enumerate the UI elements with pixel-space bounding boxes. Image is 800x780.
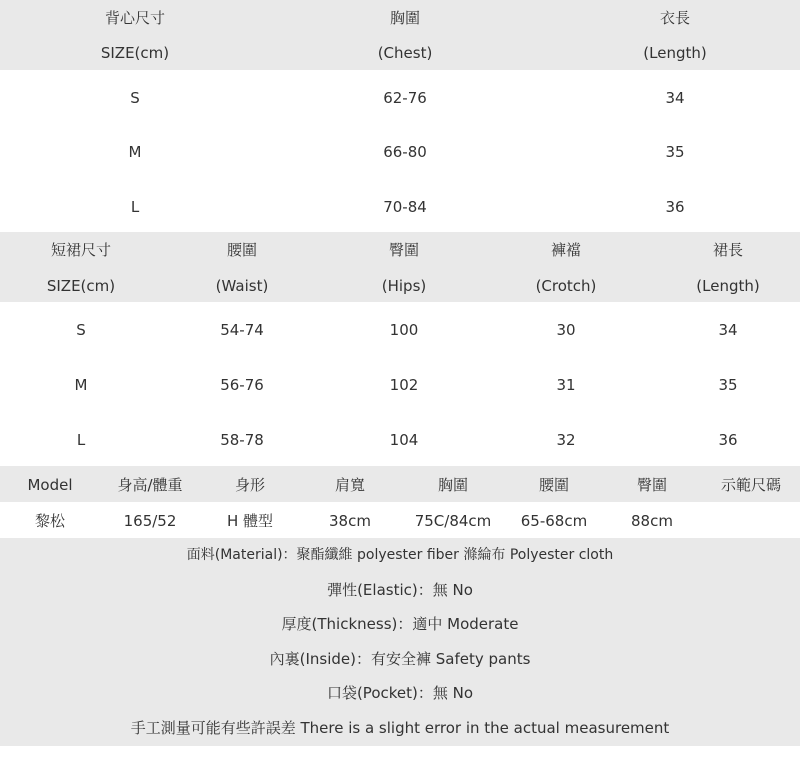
model-value-cell: 75C/84cm bbox=[414, 512, 492, 530]
table-cell: L bbox=[130, 198, 140, 216]
model-value-cell: 黎松 bbox=[34, 512, 65, 530]
header-size-label: 背心尺寸 bbox=[104, 9, 165, 27]
skirt-size-body bbox=[0, 302, 800, 466]
table-cell: 56-76 bbox=[220, 376, 264, 394]
table-cell: S bbox=[76, 321, 86, 339]
table-cell: M bbox=[128, 143, 142, 161]
table-cell: 36 bbox=[718, 431, 738, 449]
model-header-cell: 肩寬 bbox=[334, 476, 365, 494]
header-length-label: 裙長 bbox=[712, 241, 743, 259]
table-cell: 100 bbox=[389, 321, 419, 339]
model-value-cell: 65-68cm bbox=[520, 512, 588, 530]
model-value-cell: 38cm bbox=[329, 512, 371, 530]
model-value-cell: H 體型 bbox=[226, 512, 274, 530]
table-cell: 104 bbox=[389, 431, 419, 449]
table-cell: 102 bbox=[389, 376, 419, 394]
table-cell: 70-84 bbox=[383, 198, 427, 216]
model-value-cell: 165/52 bbox=[123, 512, 177, 530]
model-header bbox=[0, 466, 800, 502]
header-crotch-label: 褲襠 bbox=[550, 241, 581, 259]
pocket-line: 口袋(Pocket)：無 No bbox=[326, 684, 474, 702]
table-cell: 30 bbox=[556, 321, 576, 339]
table-cell: 54-74 bbox=[220, 321, 264, 339]
model-value-cell: 88cm bbox=[631, 512, 673, 530]
model-header-cell: 示範尺碼 bbox=[720, 476, 781, 494]
table-cell: 62-76 bbox=[383, 89, 427, 107]
table-cell: 34 bbox=[718, 321, 738, 339]
material-line: 面料(Material)：聚酯纖維 polyester fiber 滌綸布 Polyester cloth bbox=[186, 547, 614, 563]
model-header-cell: 臀圍 bbox=[636, 476, 667, 494]
header-length-unit: (Length) bbox=[643, 44, 707, 62]
model-header-cell: 胸圍 bbox=[437, 476, 468, 494]
header-size-unit: SIZE(cm) bbox=[46, 277, 116, 295]
elastic-line: 彈性(Elastic)：無 No bbox=[327, 581, 473, 599]
table-cell: 35 bbox=[665, 143, 685, 161]
model-header-cell: Model bbox=[27, 476, 73, 494]
table-cell: L bbox=[76, 431, 86, 449]
inside-line: 內裏(Inside)：有安全褲 Safety pants bbox=[269, 650, 531, 668]
vest-size-header bbox=[0, 0, 800, 70]
header-chest-unit: (Chest) bbox=[377, 44, 433, 62]
header-size-label: 短裙尺寸 bbox=[50, 241, 111, 259]
table-cell: 58-78 bbox=[220, 431, 264, 449]
header-chest-label: 胸圍 bbox=[389, 9, 420, 27]
header-hips-unit: (Hips) bbox=[381, 277, 427, 295]
thickness-line: 厚度(Thickness)：適中 Moderate bbox=[281, 615, 519, 633]
header-hips-label: 臀圍 bbox=[388, 241, 419, 259]
table-cell: 31 bbox=[556, 376, 576, 394]
model-header-cell: 腰圍 bbox=[538, 476, 569, 494]
table-cell: S bbox=[130, 89, 140, 107]
measurement-note: 手工測量可能有些許誤差 There is a slight error in the actual measurement bbox=[130, 719, 670, 737]
vest-size-body bbox=[0, 70, 800, 232]
header-crotch-unit: (Crotch) bbox=[535, 277, 597, 295]
table-cell: 35 bbox=[718, 376, 738, 394]
header-size-unit: SIZE(cm) bbox=[100, 44, 170, 62]
product-info-block bbox=[0, 538, 800, 746]
table-cell: 66-80 bbox=[383, 143, 427, 161]
table-cell: 36 bbox=[665, 198, 685, 216]
model-header-cell: 身高/體重 bbox=[117, 476, 183, 494]
table-cell: 34 bbox=[665, 89, 685, 107]
header-length-unit: (Length) bbox=[696, 277, 760, 295]
skirt-size-header bbox=[0, 232, 800, 302]
table-cell: M bbox=[74, 376, 88, 394]
header-waist-unit: (Waist) bbox=[215, 277, 269, 295]
model-row bbox=[0, 502, 800, 538]
header-length-label: 衣長 bbox=[659, 9, 690, 27]
model-header-cell: 身形 bbox=[234, 476, 265, 494]
header-waist-label: 腰圍 bbox=[226, 241, 257, 259]
table-cell: 32 bbox=[556, 431, 576, 449]
